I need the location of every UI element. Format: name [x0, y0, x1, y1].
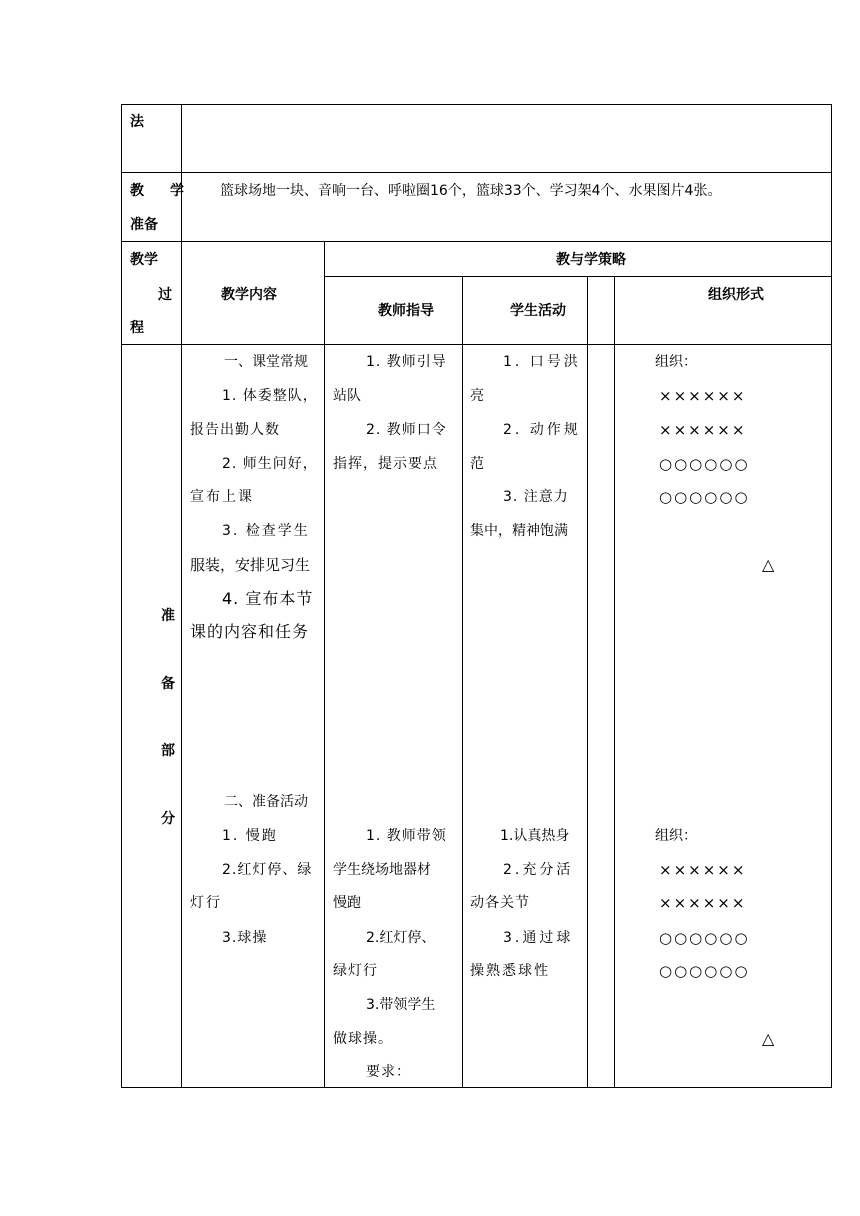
prep-label-line2: 准备 [130, 217, 158, 233]
teacher-line: 2. 教师口令 [366, 422, 447, 438]
teacher-line: 要求： [366, 1064, 411, 1080]
content-line: 课的内容和任务 [190, 622, 310, 641]
grid-line [121, 344, 832, 345]
content-line: 灯行 [190, 895, 222, 911]
section-char: 部 [161, 743, 175, 759]
process-label-line1: 教学 [130, 252, 158, 268]
grid-line [324, 276, 832, 277]
content-line: 4. 宣布本节 [222, 589, 314, 608]
student-line: 操熟悉球性 [470, 963, 550, 979]
grid-line [831, 104, 832, 1088]
content-line: 2. 师生问好， [222, 456, 318, 472]
student-formation-row: ○○○○○○ [659, 488, 750, 506]
org-header: 组织形式 [708, 287, 764, 303]
section-char: 准 [161, 608, 175, 624]
student-formation-row: ×××××× [659, 387, 747, 405]
teacher-line: 3.带领学生 [366, 997, 436, 1013]
content-line: 宣布上课 [190, 489, 254, 505]
teacher-line: 绿灯行 [333, 963, 378, 979]
grid-line [121, 104, 832, 105]
grid-line [614, 276, 615, 1088]
grid-line [462, 276, 463, 1088]
grid-line [181, 104, 182, 1088]
grid-line [121, 1087, 832, 1088]
student-line: 集中，精神饱满 [470, 523, 568, 539]
student-line: 范 [470, 456, 484, 472]
student-line: 1.认真热身 [500, 828, 570, 844]
content-line: 服装，安排见习生 [190, 556, 311, 574]
grid-line [324, 241, 325, 1088]
student-line: 亮 [470, 388, 484, 404]
method-label: 法 [130, 114, 144, 130]
teacher-line: 1. 教师带领 [366, 828, 447, 844]
content-line: 1. 体委整队， [222, 388, 318, 404]
content-line: 3.球操 [222, 930, 268, 946]
student-line: 1. 口号洪 [503, 354, 581, 370]
student-formation-row: ○○○○○○ [659, 929, 750, 947]
prep-text: 篮球场地一块、音响一台、呼啦圈16个，篮球33个、学习架4个、水果图片4张。 [220, 183, 722, 199]
content-header: 教学内容 [221, 287, 277, 303]
student-line: 2. 动作规 [503, 422, 581, 438]
student-line: 动各关节 [470, 895, 530, 911]
strategy-header: 教与学策略 [556, 252, 626, 268]
student-line: 3.通过球 [503, 930, 574, 946]
teacher-header: 教师指导 [378, 303, 434, 319]
teacher-line: 慢跑 [333, 895, 361, 911]
student-formation-row: ×××××× [659, 894, 747, 912]
teacher-line: 指挥，提示要点 [333, 456, 438, 472]
student-formation-row: ×××××× [659, 421, 747, 439]
teacher-line: 学生绕场地器材 [333, 862, 431, 878]
teacher-line: 做球操。 [333, 1031, 393, 1047]
content-line: 3. 检查学生 [222, 523, 310, 539]
teacher-line: 2.红灯停、 [366, 930, 436, 946]
content-line: 二、准备活动 [224, 794, 308, 810]
grid-line [121, 172, 832, 173]
student-header: 学生活动 [510, 303, 566, 319]
student-formation-row: ○○○○○○ [659, 962, 750, 980]
student-formation-row: ×××××× [659, 861, 747, 879]
process-label-line2: 过 [158, 287, 172, 303]
section-char: 分 [161, 811, 175, 827]
teacher-line: 1. 教师引导 [366, 354, 447, 370]
teacher-position-icon: △ [762, 555, 775, 574]
content-line: 1. 慢跑 [222, 828, 278, 844]
process-label-line3: 程 [130, 320, 144, 336]
student-formation-row: ○○○○○○ [659, 455, 750, 473]
prep-label-line1: 教 学 [130, 183, 190, 199]
content-line: 报告出勤人数 [190, 422, 280, 438]
section-char: 备 [161, 676, 175, 692]
teacher-line: 站队 [333, 388, 361, 404]
grid-line [121, 241, 832, 242]
grid-line [587, 276, 588, 1088]
student-line: 3. 注意力 [503, 489, 569, 505]
student-line: 2.充分活 [503, 862, 574, 878]
grid-line [121, 104, 122, 1088]
org-label: 组织： [655, 828, 697, 844]
teacher-position-icon: △ [762, 1029, 775, 1048]
org-label: 组织： [655, 354, 697, 370]
content-line: 2.红灯停、绿 [222, 862, 313, 878]
content-line: 一、课堂常规 [224, 354, 308, 370]
